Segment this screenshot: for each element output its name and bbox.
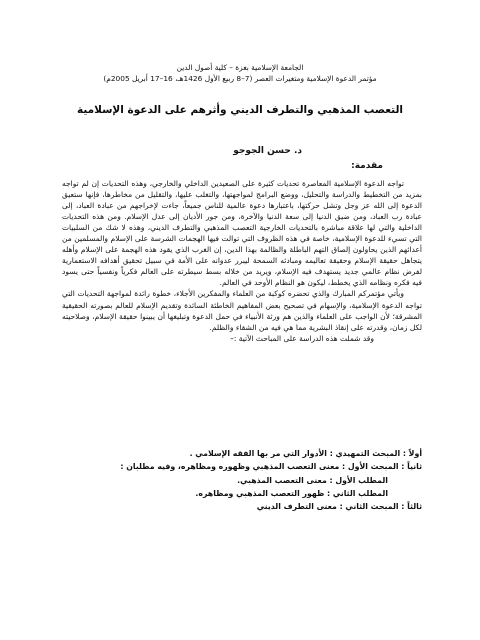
outline-item: ثالثاً : المبحث الثاني : معنى التطرف الديني [256,502,422,512]
author-name: د. حسن الجوجو [233,146,302,156]
conference-line: مؤتمر الدعوة الإسلامية ومتغيرات العصر (7–8 ربيع الأول 1426هـ، 16–17 أبريل 2005م) [103,74,377,83]
paragraph-1: تواجه الدعوة الإسلامية المعاصرة تحديات كثيرة على الصعيدين الداخلي والخارجي، وهذه التحديات إن لم تواجه بمزيد من التخطيط والدراسة والتحليل، ووضع البرامج لمواجهتها، والتغلب عليها، والتقليل من مخاطرها، فإنها ستعيق الدعوة إلى الله عز وجل وتشل حركتها، باعتبارها دعوة عالمية للناس جميعاً، جاءت لإخراجهم من عبادة العباد، إلى عبادة رب العباد، ومن ضيق الدنيا إلى سعة الدنيا والآخرة، ومن جور الأديان إلى عدل الإسلام. ومن هذه التحديات الداخلية والتي لها علاقة مباشرة بالتحديات الخارجية التعصب المذهبي والتطرف الديني، وهذه لا شك من السلبيات التي تسيء للدعوة الإسلامية، خاصة في هذه الظروف التي توالت فيها الهجمات الشرسة على الإسلام والمسلمين من أعدائهم الذين يحاولون إلصاق التهم الباطلة والظالمة بهذا الدين، إن الغرب الذي يقود هذه الهجمة على الإسلام وأهله يتجاهل حقيقة الإسلام وحقيقة تعاليمه ومبادئه السمحة ليبرر عدوانه على الأمة في سبيل تحقيق أهدافه الاستعمارية لفرض نظام عالمي جديد يستهدف فيه الإسلام، ويريد من خلاله بسط سيطرته على العالم فكرياً ونفسياً حتى يسود فيه فكره ونظامه الذي يخطط، ليكون هو النظام الأوحد في العالم. [62,179,422,288]
body-text [62,178,422,344]
paragraph-3: وقد شملت هذه الدراسة على المباحث الآتية :– [230,333,374,343]
outline-item: أولاً : المبحث التمهيدي : الأدوار التي مر بها الفقه الإسلامي . [189,449,422,458]
outline-item: ثانياً : المبحث الأول : معنى التعصب المذهبي وظهوره ومظاهره، وفيه مطلبان : [120,462,422,472]
university-line: الجامعة الإسلامية بغزة – كلية أصول الدين [176,63,304,72]
outline-item: المطلب الثاني : ظهور التعصب المذهبي ومظاهره. [195,488,388,498]
paragraph-2: ويأتي مؤتمركم المبارك والذي تحضره كوكبة من العلماء والمفكرين الأجلاء، خطوة رائدة لمواجهة التحديات التي تواجه الدعوة الإسلامية، والإسهام في تصحيح بعض المفاهيم الخاطئة السائدة وتقديم الإسلام للعالم بصورته الحقيقية المشرقة؛ لأن الواجب على العلماء والذين هم ورثة الأنبياء في حمل الدعوة وتبليغها أن يبينوا حقيقة الإسلام، وصلاحيته لكل زمان، وقدرته على إنقاذ البشرية مما هي فيه من الشقاء والظلم. [62,289,422,332]
paper-title: التعصب المذهبي والتطرف الديني وأثرهم على الدعوة الإسلامية [76,104,404,116]
outline-item: المطلب الأول : معنى التعصب المذهبي. [237,475,388,485]
conference-header [0,62,480,84]
introduction-heading: مقدمة: [351,161,383,171]
study-outline [62,447,422,513]
